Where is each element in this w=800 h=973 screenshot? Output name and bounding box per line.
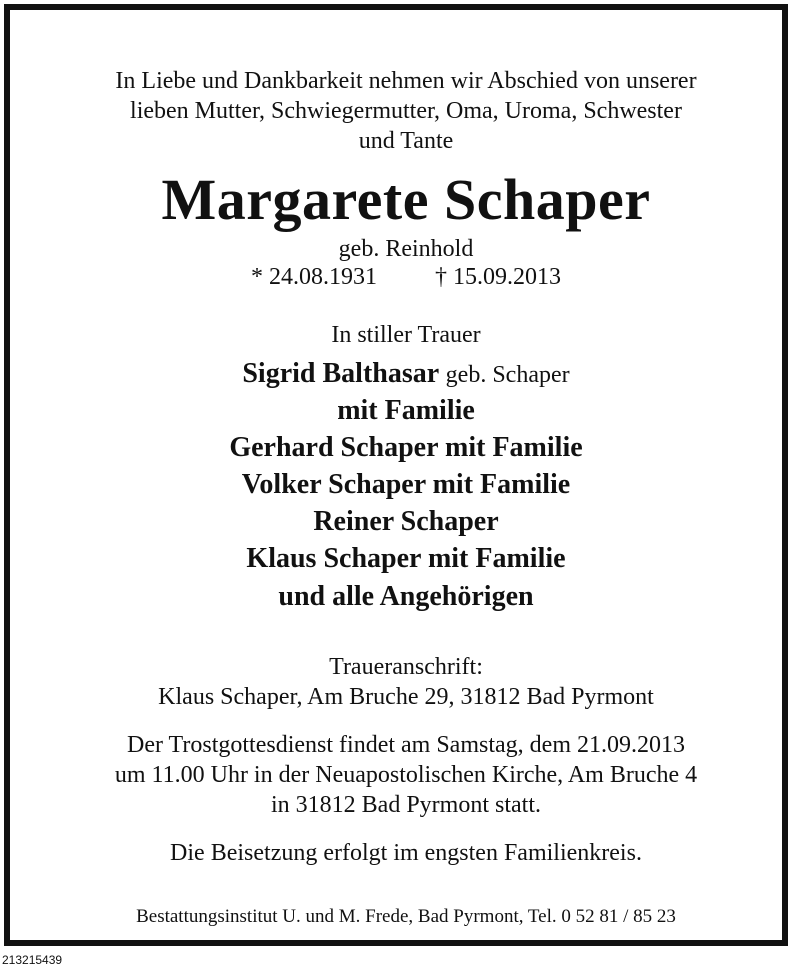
family-line: mit Familie	[337, 395, 475, 426]
family-line: Gerhard Schaper mit Familie	[229, 432, 583, 463]
death-date: † 15.09.2013	[435, 264, 561, 290]
intro-line-2: lieben Mutter, Schwiegermutter, Oma, Uroma, Schwester	[130, 98, 682, 124]
family-line: Reiner Schaper	[313, 506, 499, 537]
family-line: Volker Schaper mit Familie	[241, 469, 571, 500]
family-line: Klaus Schaper mit Familie	[246, 543, 566, 574]
family-line-first	[20, 358, 792, 390]
deceased-name: Margarete Schaper	[161, 167, 651, 232]
family-first-name: Sigrid Balthasar	[242, 358, 439, 389]
family-line: und alle Angehörigen	[278, 581, 534, 612]
notice-border	[4, 4, 788, 946]
intro-line-1: In Liebe und Dankbarkeit nehmen wir Abschied von unserer	[115, 68, 697, 94]
address-value: Klaus Schaper, Am Bruche 29, 31812 Bad Pyrmont	[158, 684, 654, 710]
undertaker-info: Bestattungsinstitut U. und M. Frede, Bad Pyrmont, Tel. 0 52 81 / 85 23	[136, 906, 676, 927]
life-dates	[20, 264, 792, 291]
intro-line-3: und Tante	[358, 128, 454, 154]
service-line-2: um 11.00 Uhr in der Neuapostolischen Kirche, Am Bruche 4	[114, 762, 698, 788]
burial-note: Die Beisetzung erfolgt im engsten Familienkreis.	[170, 840, 642, 866]
reference-number: 213215439	[2, 953, 63, 967]
birth-date: * 24.08.1931	[251, 264, 377, 290]
service-line-3: in 31812 Bad Pyrmont statt.	[271, 792, 541, 818]
service-line-1: Der Trostgottesdienst findet am Samstag, dem 21.09.2013	[127, 732, 685, 758]
mourning-intro: In stiller Trauer	[331, 322, 481, 348]
family-first-suffix: geb. Schaper	[445, 362, 570, 388]
birth-name: geb. Reinhold	[338, 236, 474, 262]
address-label: Traueranschrift:	[329, 654, 483, 680]
